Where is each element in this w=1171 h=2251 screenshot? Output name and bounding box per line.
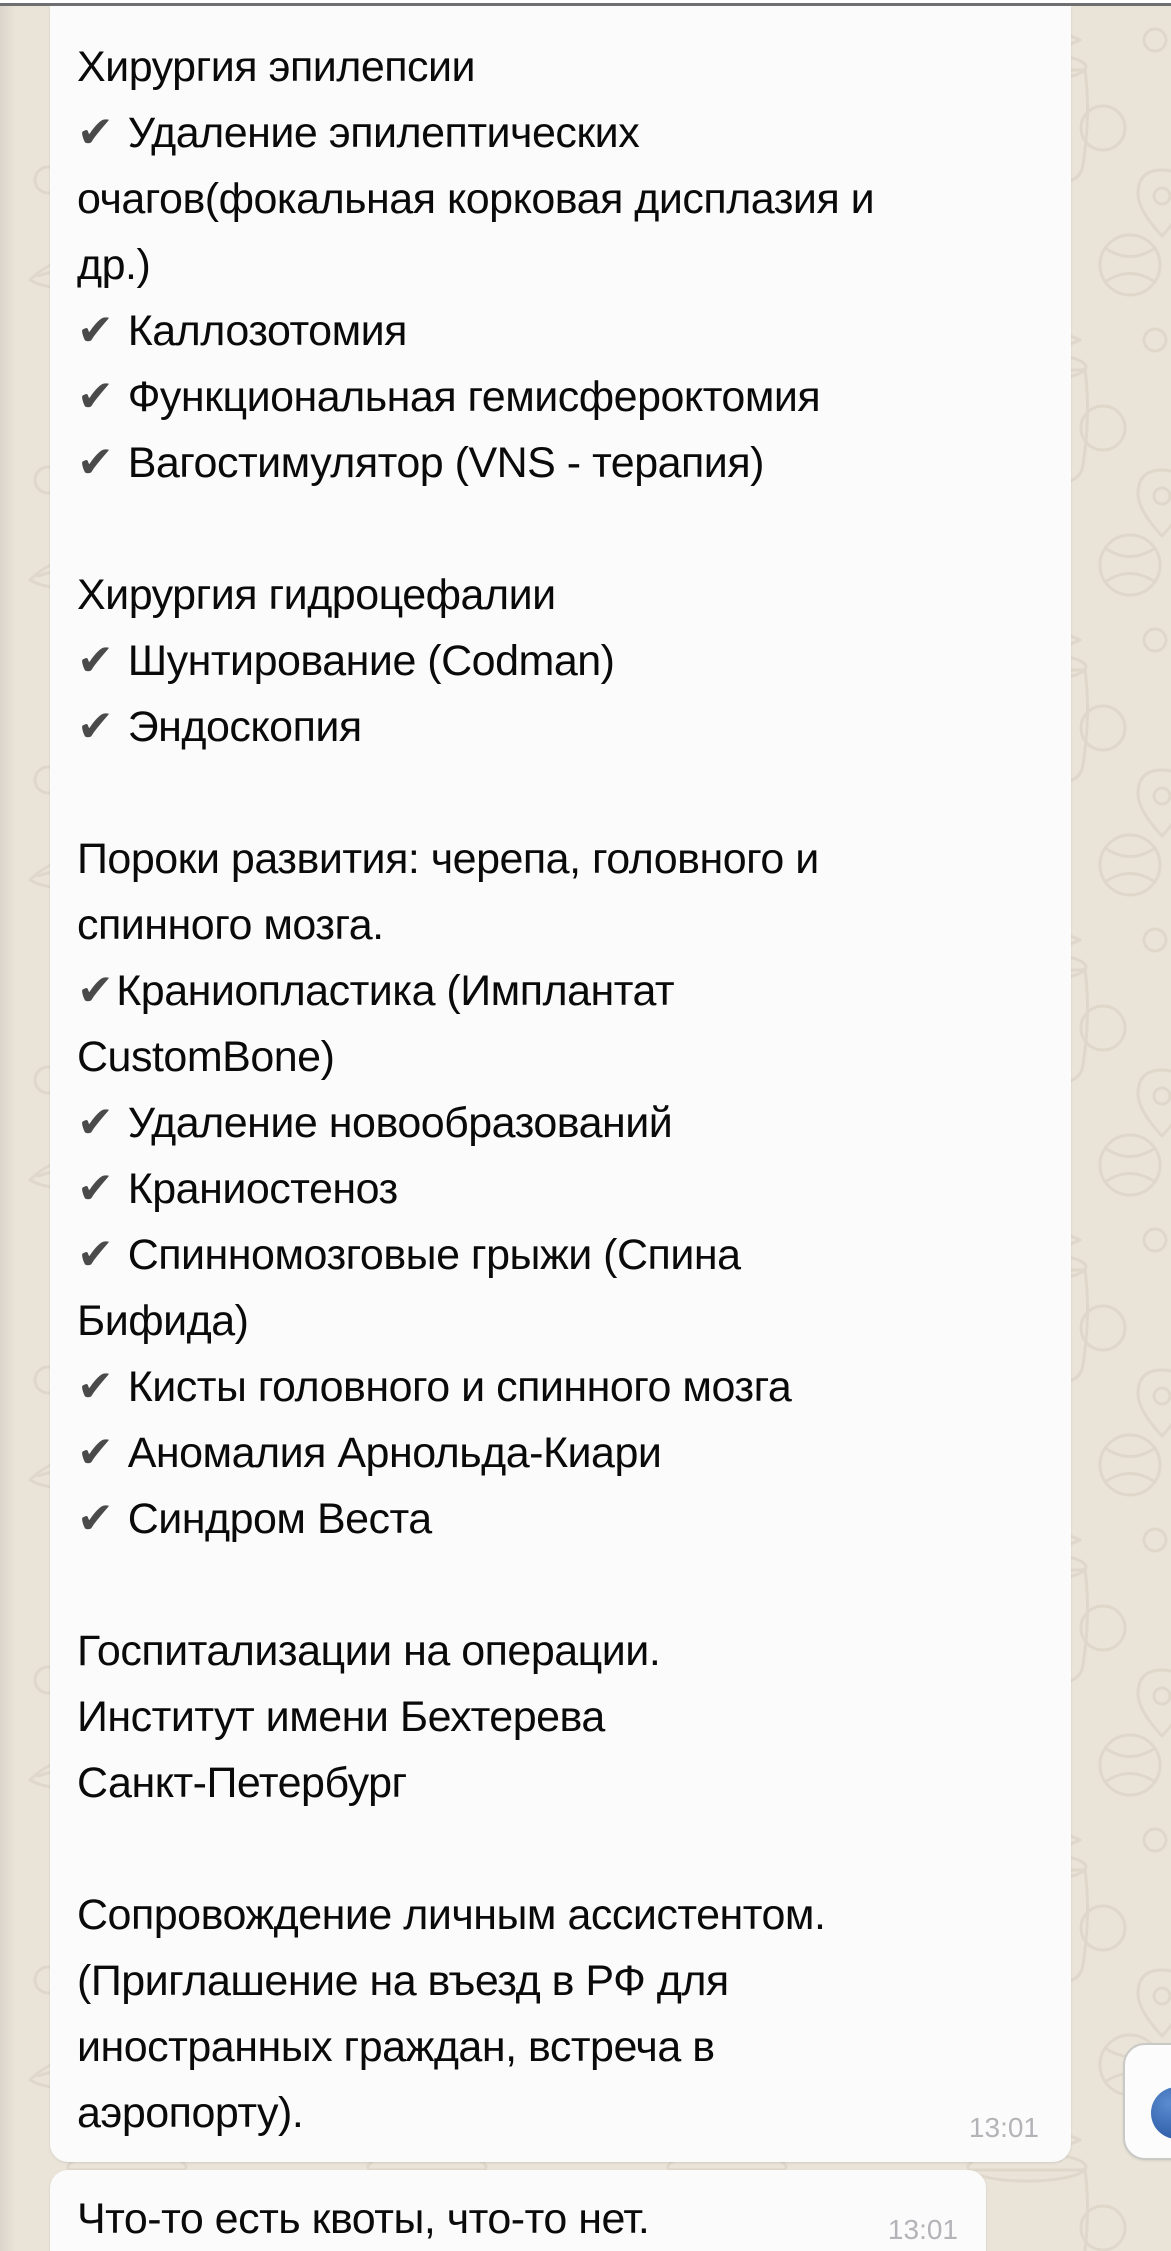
message-bubble-quotas[interactable] [50,2170,986,2251]
left-edge-shadow [0,0,16,2251]
top-divider [0,0,1171,7]
checkmark-icon: ✔ [77,305,114,356]
checkmark-icon: ✔ [77,107,114,158]
floating-card[interactable] [1123,2043,1171,2160]
checkmark-icon: ✔ [77,1361,114,1412]
checkmark-icon: ✔ [77,437,114,488]
message-timestamp: 13:01 [968,2112,1039,2143]
message-bubble-services[interactable] [50,6,1071,2162]
checkmark-icon: ✔ [77,1493,114,1544]
checkmark-icon: ✔ [77,1427,114,1478]
checkmark-icon: ✔ [77,965,114,1016]
checkmark-icon: ✔ [77,635,114,686]
checkmark-icon: ✔ [77,1229,114,1280]
checkmark-icon: ✔ [77,371,114,422]
message-text: Хирургия эпилепсии ✔ Удаление эпилептических очагов(фокальная корковая дисплазия и др.) ✔ Каллозотомия ✔ Функциональная гемисфероктомия ✔ Вагостимулятор (VNS - терапия) Хирургия гидроцефалии ✔ Шунтирование (Codman) ✔ Эндоскопия Пороки развития: черепа, головного и спинного мозга. ✔Краниопластика (Имплантат CustomBone) ✔ Удаление новообразований ✔ Краниостеноз ✔ Спинномозговые грыжи (Спина Бифида) ✔ Кисты головного и спинного мозга ✔ Аномалия Арнольда-Киари ✔ Синдром Веста Госпитализации на операции. Институт имени Бехтерева Санкт-Петербург Сопровождение личным ассистентом. (Приглашение на въезд в РФ для иностранных граждан, встреча в аэропорту). [77,43,875,2137]
blue-circle-icon [1151,2087,1171,2139]
checkmark-icon: ✔ [77,701,114,752]
message-text: Что-то есть квоты, что-то нет. [77,2195,650,2243]
checkmark-icon: ✔ [77,1097,114,1148]
checkmark-icon: ✔ [77,1163,114,1214]
message-timestamp: 13:01 [887,2214,958,2245]
